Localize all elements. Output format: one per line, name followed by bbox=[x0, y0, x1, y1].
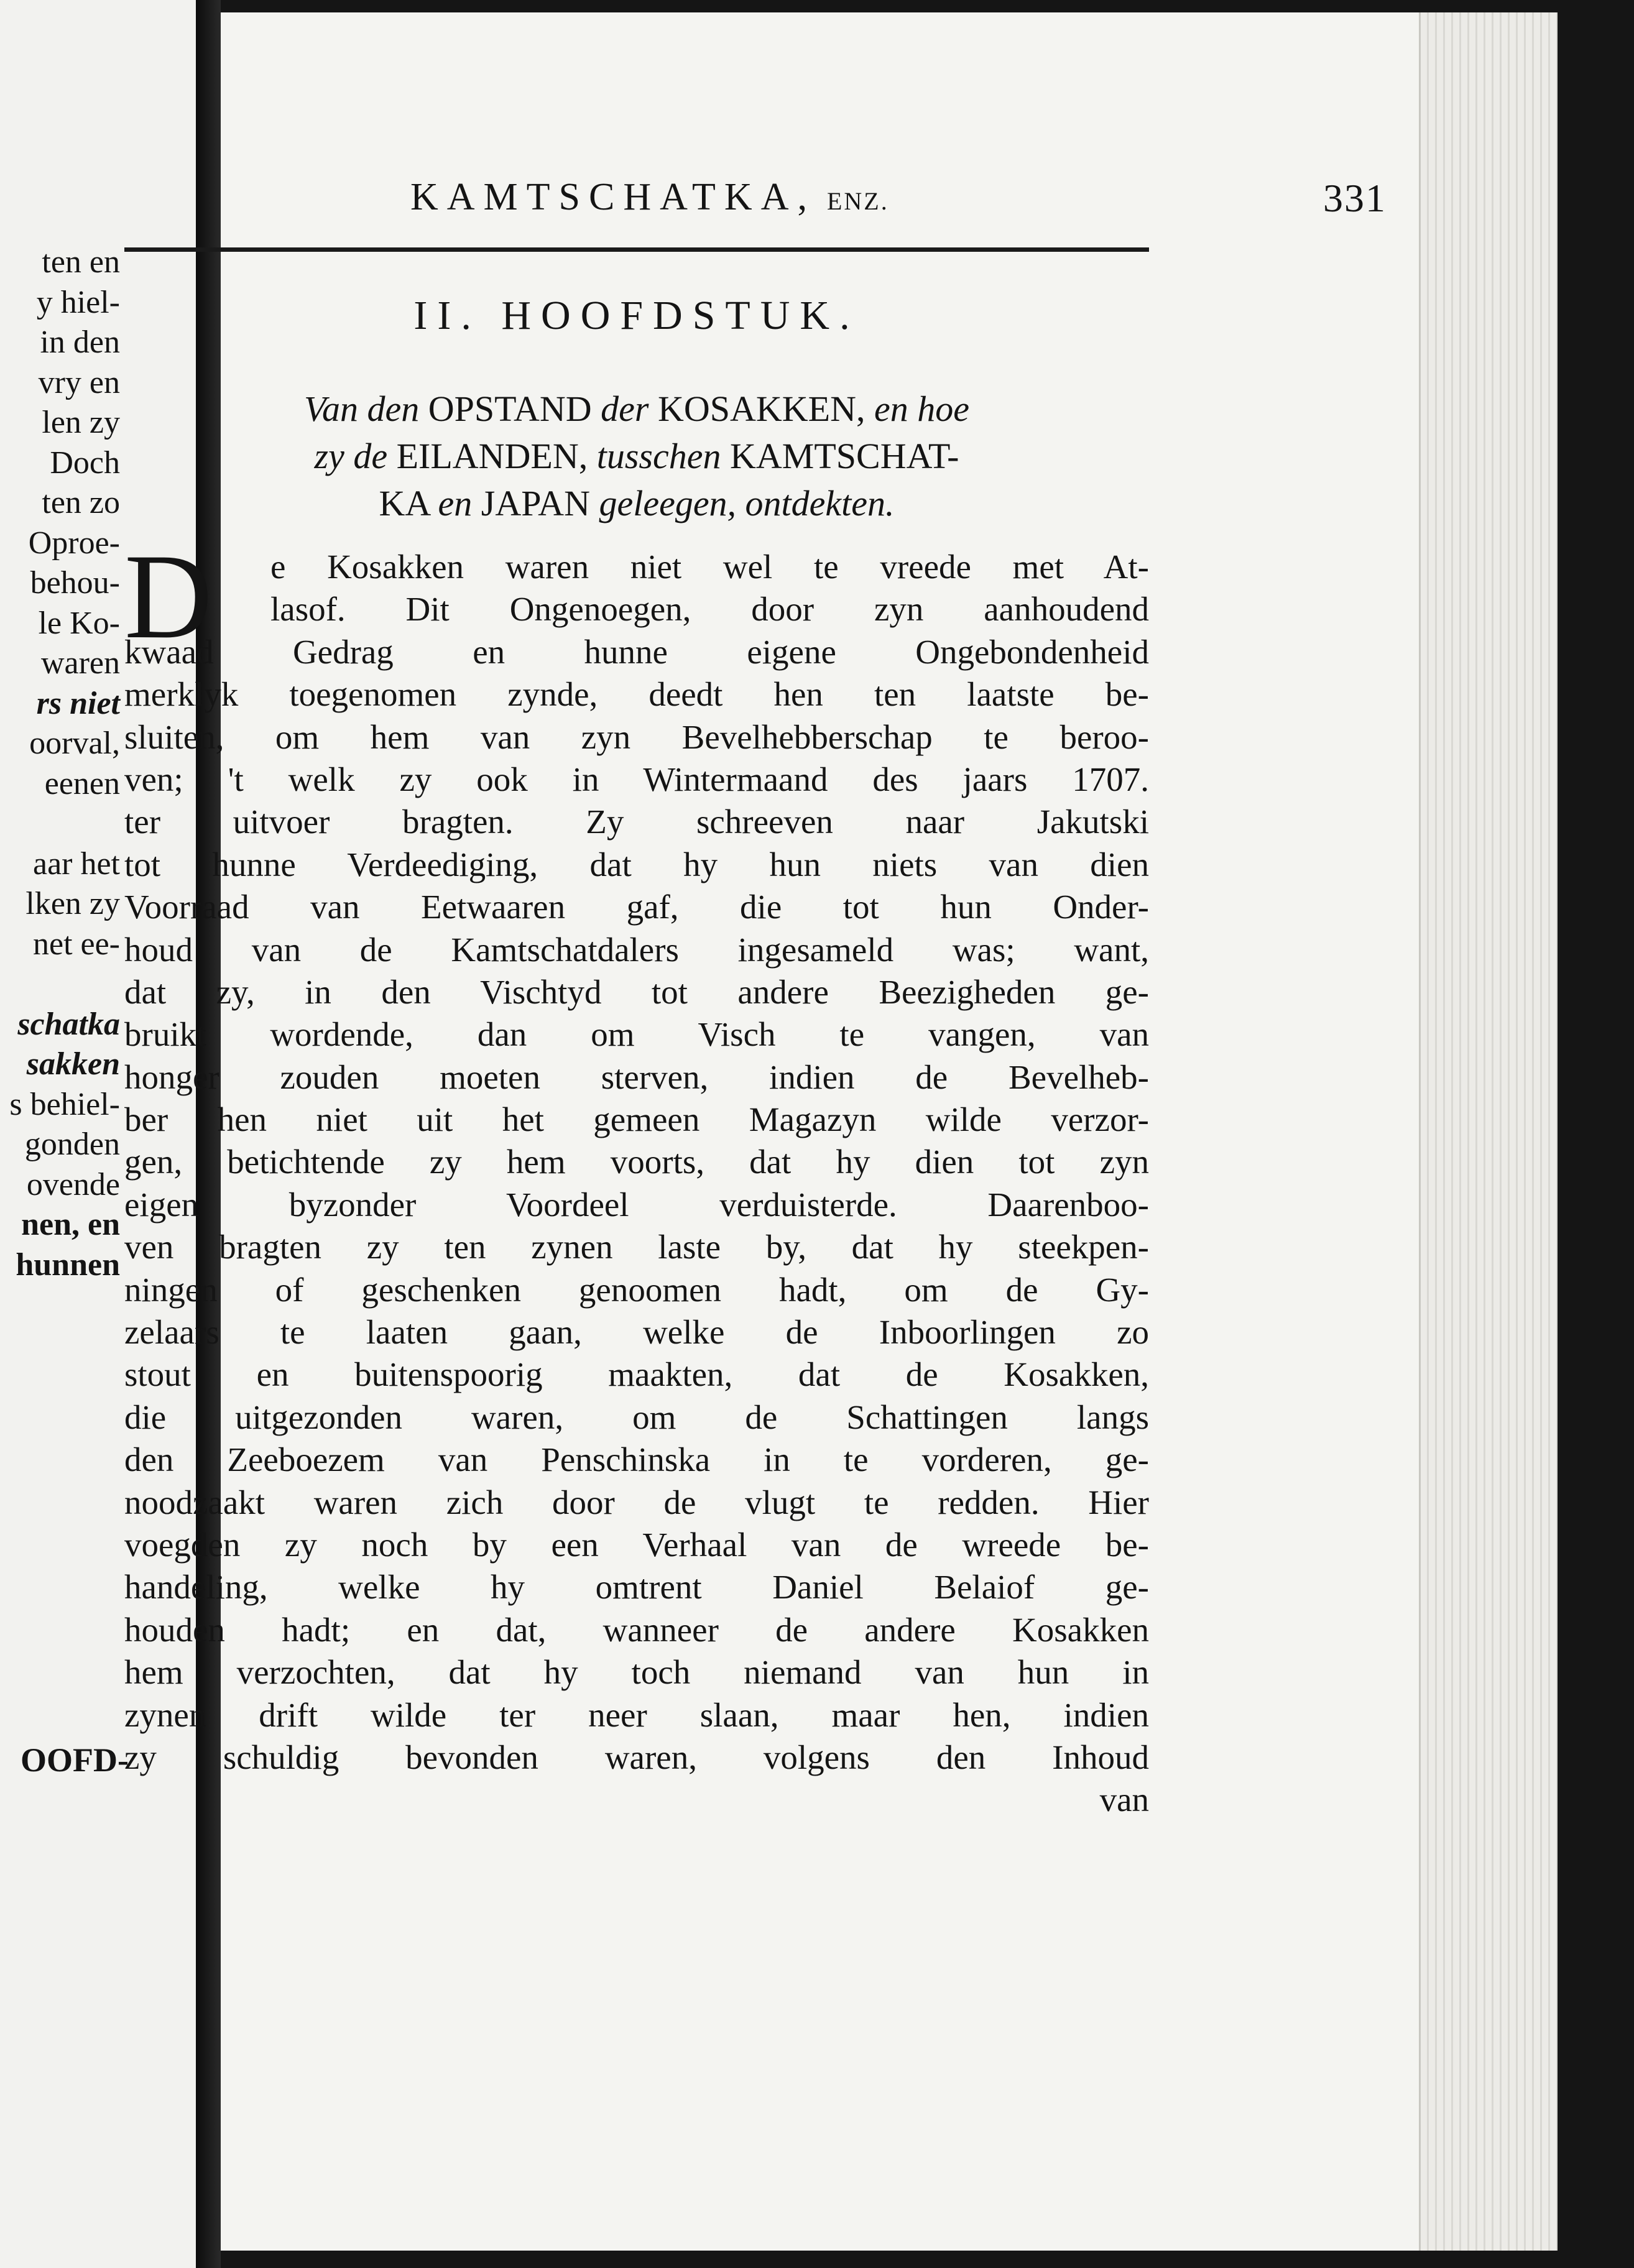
subtitle-line-3: KA en JAPAN geleegen, ontdekten. bbox=[379, 483, 895, 523]
left-line: eenen bbox=[44, 765, 120, 801]
chapter-subtitle bbox=[124, 385, 1149, 527]
left-line: behou- bbox=[30, 565, 120, 601]
text-line: die uitgezonden waren, om de Schattingen langs bbox=[124, 1398, 1149, 1436]
text-line: Voorraad van Eetwaaren gaf, die tot hun Onder- bbox=[124, 888, 1149, 926]
text-line: stout en buitenspoorig maakten, dat de Kosakken, bbox=[124, 1355, 1149, 1394]
text-line: ter uitvoer bragten. Zy schreeven naar Jakutski bbox=[124, 803, 1149, 841]
text-line: gen, betichtende zy hem voorts, dat hy dien tot zyn bbox=[124, 1143, 1149, 1181]
left-line: gonden bbox=[24, 1127, 120, 1162]
text-line: ber hen niet uit het gemeen Magazyn wilde verzor- bbox=[124, 1100, 1149, 1139]
text-line: voegden zy noch by een Verhaal van de wreede be- bbox=[124, 1525, 1149, 1564]
left-line: Oproe- bbox=[28, 525, 120, 561]
text-line: dat zy, in den Vischtyd tot andere Beezigheden ge- bbox=[124, 972, 1149, 1011]
text-line: ven bragten zy ten zynen laste by, dat hy steekpen- bbox=[124, 1228, 1149, 1266]
left-page-footer: OOFD- bbox=[21, 1741, 129, 1779]
subtitle-line-2: zy de EILANDEN, tusschen KAMTSCHAT- bbox=[314, 436, 959, 476]
running-head bbox=[410, 175, 1387, 231]
text-line: den Zeeboezem van Penschinska in te vorderen, ge- bbox=[124, 1441, 1149, 1479]
left-line: schatka bbox=[17, 1006, 120, 1042]
running-head-enz: ENZ. bbox=[826, 187, 889, 215]
left-line: ten zo bbox=[42, 485, 120, 520]
text-line: kwaad Gedrag en hunne eigene Ongebondenheid bbox=[124, 632, 1149, 671]
text-line: noodzaakt waren zich door de vlugt te redden. Hier bbox=[124, 1483, 1149, 1521]
body-text bbox=[124, 546, 1149, 1822]
drop-cap: D bbox=[124, 529, 213, 664]
text-line: handeling, welke hy omtrent Daniel Belaiof ge- bbox=[124, 1568, 1149, 1606]
left-line: rs niet bbox=[36, 685, 120, 721]
left-line bbox=[9, 964, 120, 1005]
left-line: waren bbox=[40, 645, 120, 681]
text-line: houden hadt; en dat, wanneer de andere Kosakken bbox=[124, 1610, 1149, 1649]
text-line: sluiten, om hem van zyn Bevelhebberschap te beroo- bbox=[124, 717, 1149, 756]
text-line: e Kosakken waren niet wel te vreede met At- bbox=[270, 548, 1149, 586]
subtitle-line-1: Van den OPSTAND der KOSAKKEN, en hoe bbox=[304, 389, 969, 429]
text-line: zelaars te laaten gaan, welke de Inboorlingen zo bbox=[124, 1313, 1149, 1352]
text-line: merklyk toegenomen zynde, deedt hen ten laatste be- bbox=[124, 675, 1149, 714]
left-line: in den bbox=[40, 325, 120, 360]
text-line: eigen byzonder Voordeel verduisterde. Daarenboo- bbox=[124, 1185, 1149, 1224]
text-line: zy schuldig bevonden waren, volgens den Inhoud bbox=[124, 1738, 1149, 1776]
chapter-heading: II. HOOFDSTUK. bbox=[413, 293, 860, 338]
left-line: s behiel- bbox=[9, 1086, 120, 1122]
text-line: tot hunne Verdeediging, dat hy hun niets van dien bbox=[124, 845, 1149, 883]
left-line: nen, en bbox=[21, 1207, 120, 1242]
catchword: van bbox=[1099, 1781, 1149, 1819]
text-line: zynen drift wilde ter neer slaan, maar hen, indien bbox=[124, 1695, 1149, 1734]
left-line: le Ko- bbox=[38, 605, 120, 641]
left-line: vry en bbox=[38, 364, 120, 400]
text-line: ven; 't welk zy ook in Wintermaand des jaars 1707. bbox=[124, 760, 1149, 798]
page-number: 331 bbox=[1323, 176, 1387, 220]
running-head-title: KAMTSCHATKA, ENZ. bbox=[410, 176, 889, 218]
text-line: lasof. Dit Ongenoegen, door zyn aanhoudend bbox=[270, 590, 1149, 629]
text-line: ningen of geschenken genoomen hadt, om de Gy- bbox=[124, 1270, 1149, 1309]
left-page-text bbox=[9, 242, 120, 1285]
left-line: net ee- bbox=[32, 926, 120, 962]
left-line: sakken bbox=[26, 1046, 120, 1082]
left-line: hunnen bbox=[16, 1247, 120, 1283]
text-line: hem verzochten, dat hy toch niemand van hun in bbox=[124, 1653, 1149, 1692]
text-line: honger zouden moeten sterven, indien de Bevelheb- bbox=[124, 1058, 1149, 1096]
left-line: lken zy bbox=[25, 886, 120, 921]
left-line bbox=[9, 804, 120, 844]
page-edges bbox=[1419, 12, 1558, 2251]
left-line: len zy bbox=[42, 405, 120, 440]
header-rule bbox=[124, 247, 1149, 252]
text-line: bruikt wordende, dan om Visch te vangen, van bbox=[124, 1015, 1149, 1054]
left-line: oorval, bbox=[29, 726, 120, 761]
left-line: ten en bbox=[42, 244, 120, 280]
left-line: y hiel- bbox=[36, 284, 120, 320]
left-line: aar het bbox=[32, 846, 120, 882]
text-line: houd van de Kamtschatdalers ingesameld was; want, bbox=[124, 930, 1149, 969]
left-line: Doch bbox=[50, 445, 120, 481]
left-line: ovende bbox=[26, 1166, 120, 1202]
